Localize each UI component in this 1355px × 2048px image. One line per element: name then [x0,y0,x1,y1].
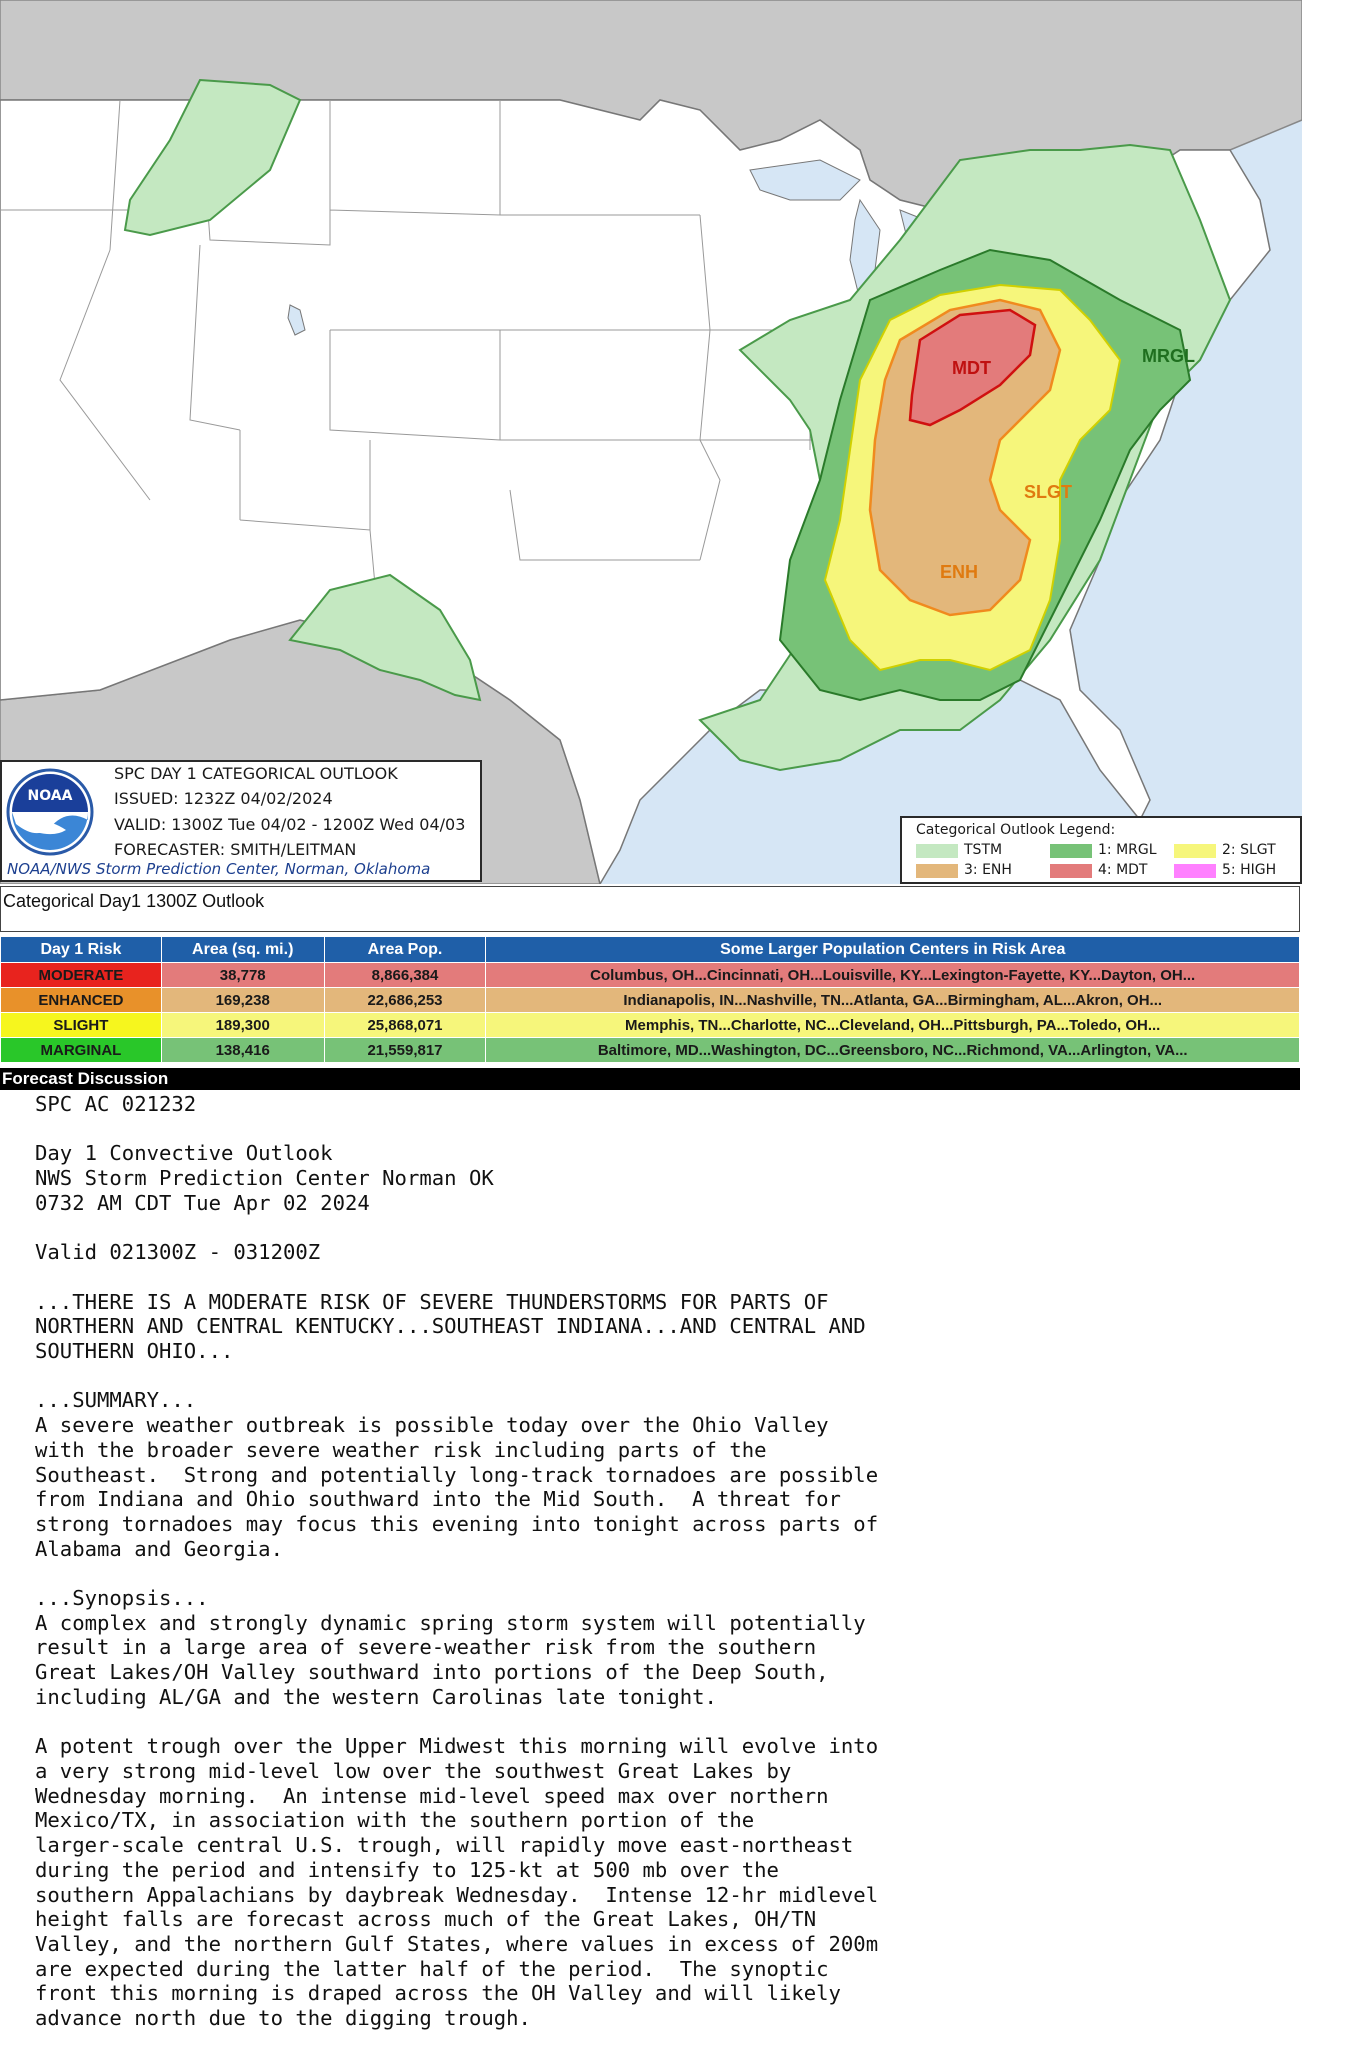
table-row [1,1038,1300,1063]
map-label-slgt: SLGT [1024,482,1072,502]
legend-swatch-high [1174,864,1216,878]
legend-label-mrgl: 1: MRGL [1098,842,1157,858]
legend-swatch-mrgl [1050,844,1092,858]
outlook-info-box [0,760,482,882]
outlook-issued: ISSUED: 1232Z 04/02/2024 [114,789,333,808]
legend-swatch-mdt [1050,864,1092,878]
legend-swatch-enh [916,864,958,878]
risk-area: 189,300 [161,1013,324,1038]
noaa-logo-text: NOAA [27,788,73,804]
outlook-forecaster: FORECASTER: SMITH/LEITMAN [114,840,357,859]
map-label-enh: ENH [940,562,979,582]
risk-centers: Indianapolis, IN...Nashville, TN...Atlanta, GA...Birmingham, AL...Akron, OH... [486,988,1300,1013]
map-label-mrgl: MRGL [1142,346,1195,366]
risk-pop: 22,686,253 [324,988,486,1013]
header-risk: Day 1 Risk [1,937,162,963]
legend-label-high: 5: HIGH [1222,862,1277,878]
legend-label-tstm: TSTM [964,842,1003,858]
risk-centers: Memphis, TN...Charlotte, NC...Cleveland, OH...Pittsburgh, PA...Toledo, OH... [486,1013,1300,1038]
risk-centers: Baltimore, MD...Washington, DC...Greensboro, NC...Richmond, VA...Arlington, VA... [486,1038,1300,1063]
risk-pop: 25,868,071 [324,1013,486,1038]
table-row [1,1013,1300,1038]
outlook-map [0,0,1302,884]
forecast-discussion-header: Forecast Discussion [0,1068,1300,1090]
header-pop: Area Pop. [324,937,486,963]
risk-table [0,936,1300,1063]
risk-table-header [1,937,1300,963]
risk-label: ENHANCED [1,988,162,1013]
risk-label: MODERATE [1,963,162,988]
risk-pop: 21,559,817 [324,1038,486,1063]
risk-area: 138,416 [161,1038,324,1063]
legend-title: Categorical Outlook Legend: [916,822,1116,838]
risk-area: 169,238 [161,988,324,1013]
legend-swatch-tstm [916,844,958,858]
outlook-footer: NOAA/NWS Storm Prediction Center, Norman, Oklahoma [7,860,431,878]
outlook-valid: VALID: 1300Z Tue 04/02 - 1200Z Wed 04/03 [114,815,466,834]
table-row [1,988,1300,1013]
table-row [1,963,1300,988]
categorical-legend [900,816,1302,884]
header-centers: Some Larger Population Centers in Risk Area [486,937,1300,963]
risk-centers: Columbus, OH...Cincinnati, OH...Louisville, KY...Lexington-Fayette, KY...Dayton, OH... [486,963,1300,988]
noaa-logo-icon [6,768,94,856]
risk-label: MARGINAL [1,1038,162,1063]
legend-swatch-slgt [1174,844,1216,858]
legend-label-slgt: 2: SLGT [1222,842,1276,858]
legend-label-mdt: 4: MDT [1098,862,1148,878]
risk-area: 38,778 [161,963,324,988]
outlook-map-svg [0,0,1302,884]
forecast-discussion-text: SPC AC 021232 Day 1 Convective Outlook NWS Storm Prediction Center Norman OK 0732 AM CDT Tue Apr 02 2024 Valid 021300Z - 031200Z ...THERE IS A MODERATE RISK OF SEVERE THUNDERSTORMS FOR PARTS OF NORTHERN AND CENTRAL KENTUCKY...SOUTHEAST INDIANA...AND CENTRAL AND SOUTHERN OHIO... ...SUMMARY... A severe weather outbreak is possible today over the Ohio Valley with the broader severe weather risk including parts of the Southeast. Strong and potentially long-track tornadoes are possible from Indiana and Ohio southward into the Mid South. A threat for strong tornadoes may focus this evening into tonight across parts of Alabama and Georgia. ...Synopsis... A complex and strongly dynamic spring storm system will potentially result in a large area of severe-weather risk from the southern Great Lakes/OH Valley southward into portions of the Deep South, including AL/GA and the western Carolinas late tonight. A potent trough over the Upper Midwest this morning will evolve into a very strong mid-level low over the southwest Great Lakes by Wednesday morning. An intense mid-level speed max over northern Mexico/TX, in association with the southern portion of the larger-scale central U.S. trough, will rapidly move east-northeast during the period and intensify to 125-kt at 500 mb over the southern Appalachians by daybreak Wednesday. Intense 12-hr midlevel height falls are forecast across much of the Great Lakes, OH/TN Valley, and the northern Gulf States, where values in excess of 200m are expected during the latter half of the period. The synoptic front this morning is draped across the OH Valley and will likely advance north due to the digging trough. [35,1092,879,2031]
outlook-caption: Categorical Day1 1300Z Outlook [0,886,1300,932]
map-label-mdt: MDT [952,358,991,378]
risk-label: SLIGHT [1,1013,162,1038]
legend-label-enh: 3: ENH [964,862,1012,878]
outlook-title: SPC DAY 1 CATEGORICAL OUTLOOK [114,764,398,783]
header-area: Area (sq. mi.) [161,937,324,963]
risk-pop: 8,866,384 [324,963,486,988]
